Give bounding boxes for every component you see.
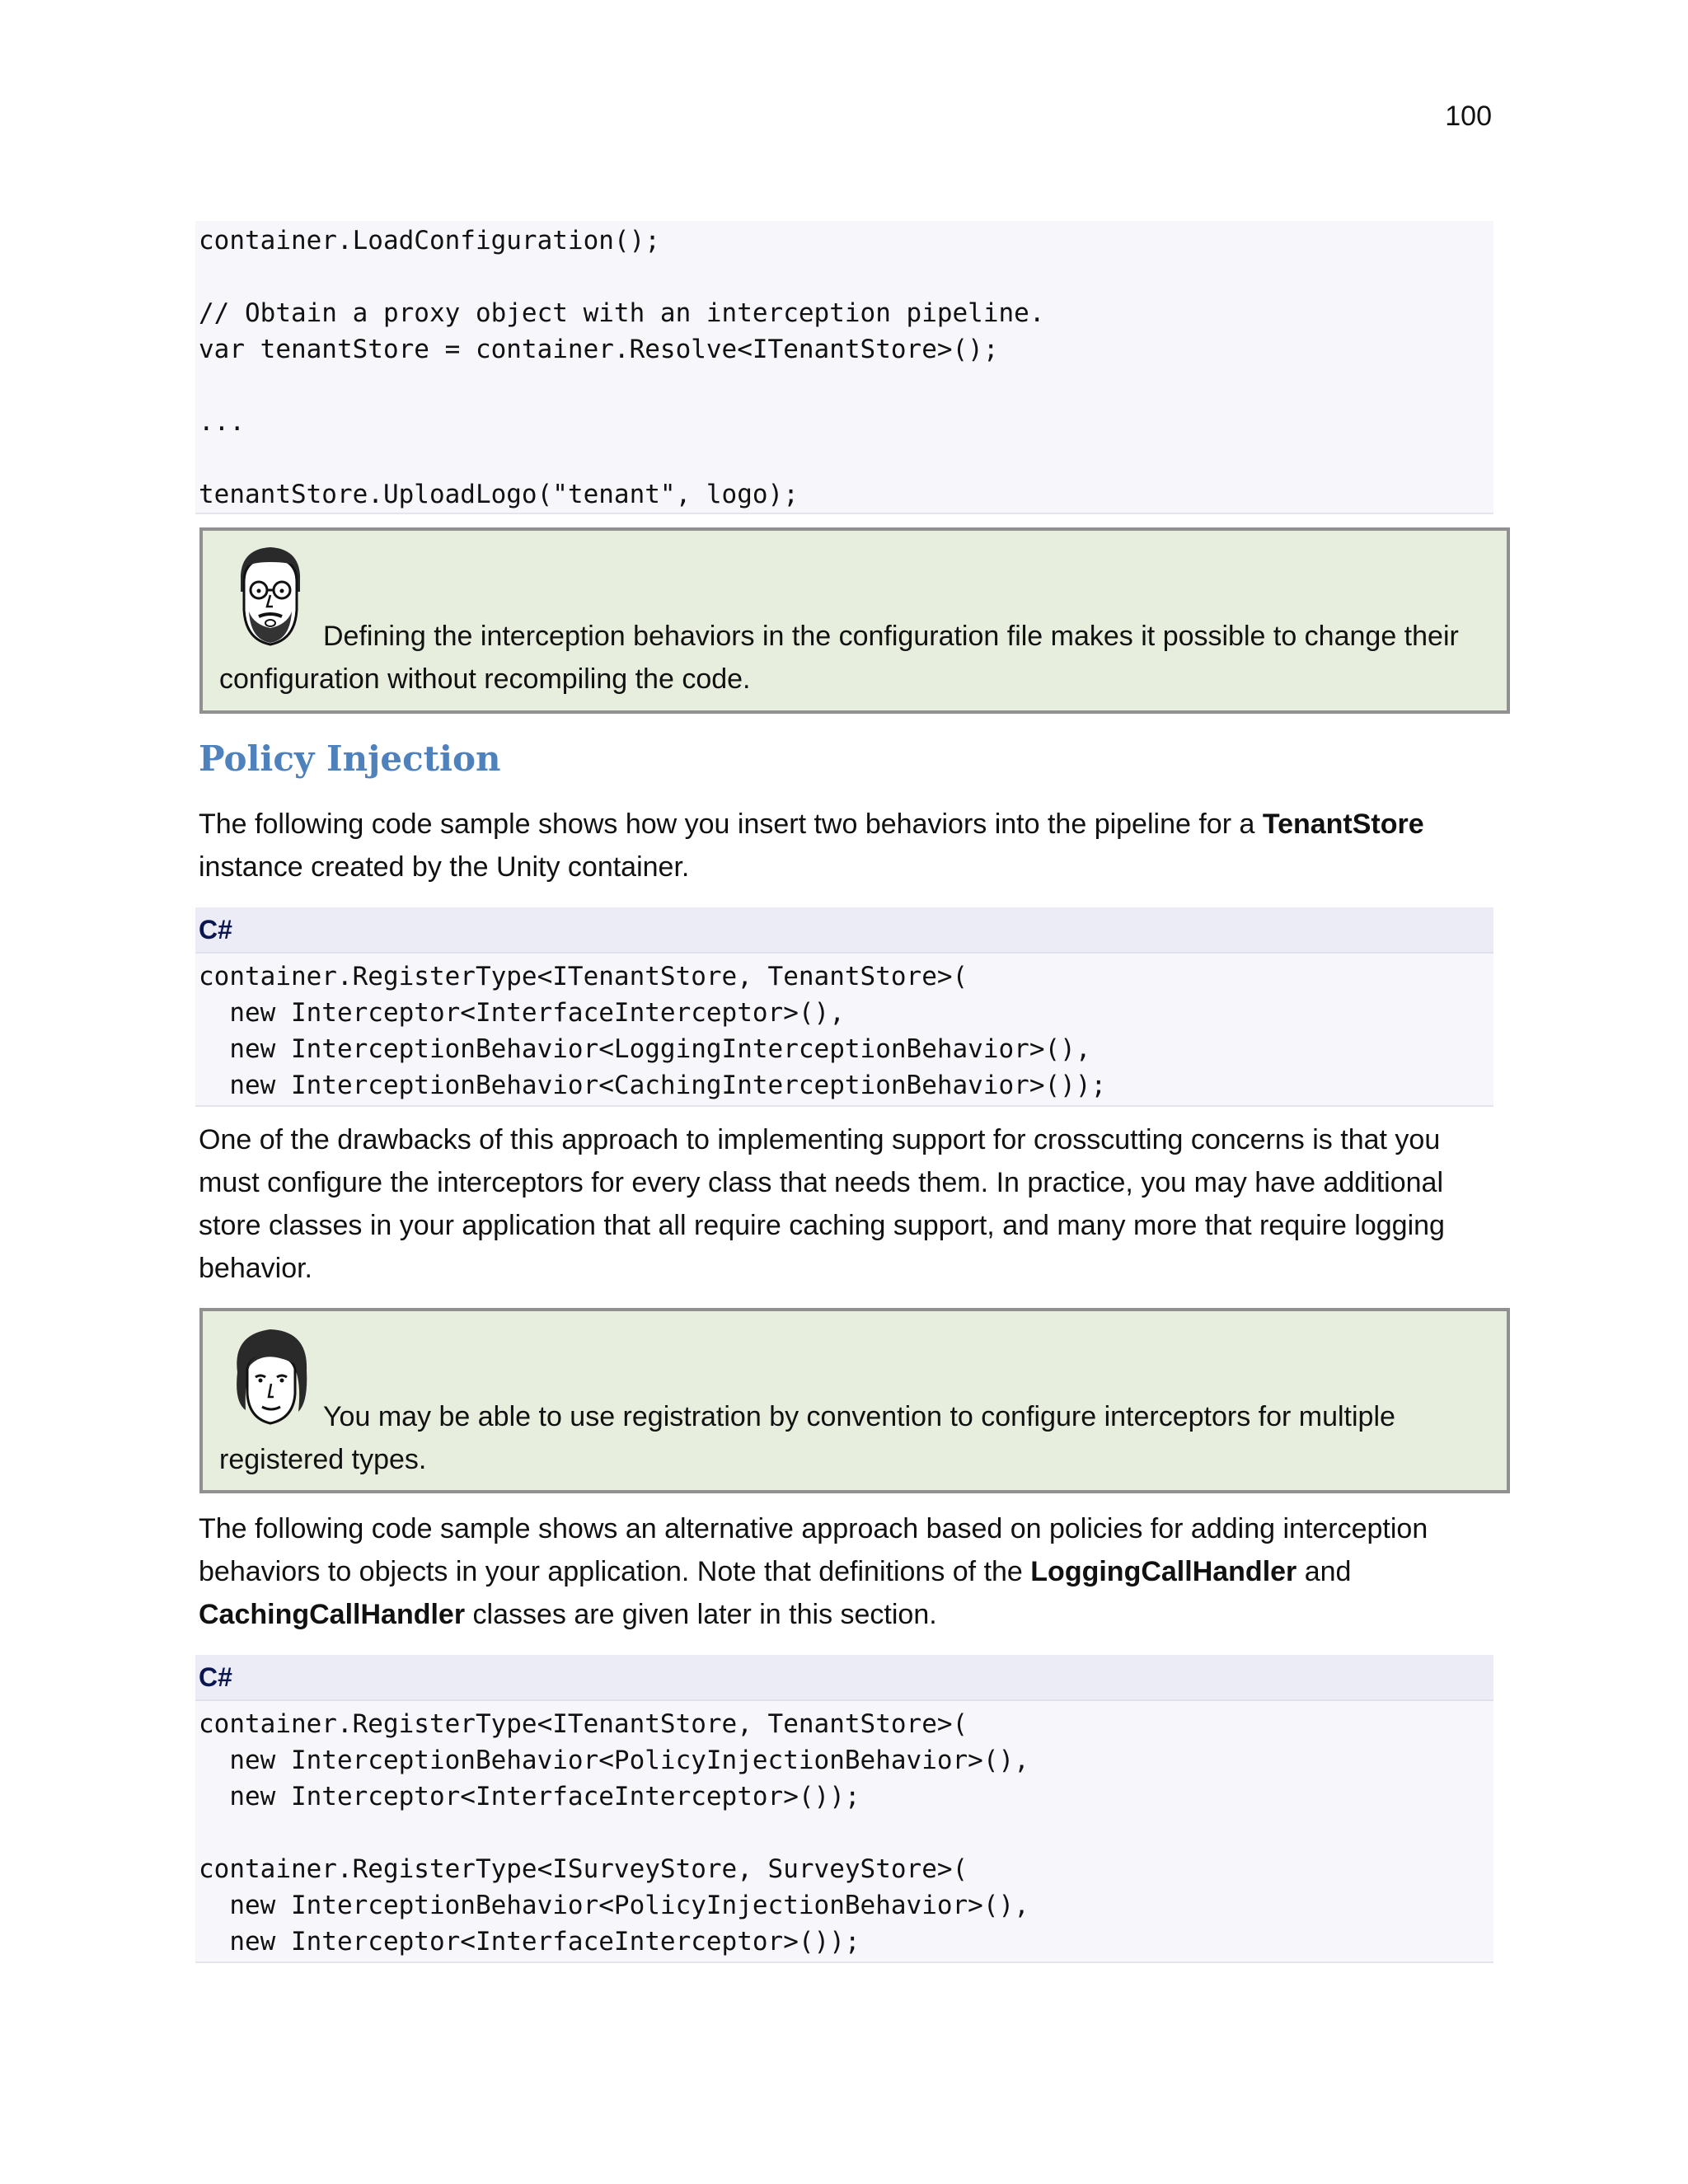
section-heading: Policy Injection	[199, 738, 501, 779]
code-block-policy-injection	[195, 1701, 1493, 1963]
code-line: tenantStore.UploadLogo("tenant", logo);	[199, 480, 799, 509]
code-line: container.RegisterType<ISurveyStore, SurveyStore>(	[199, 1854, 968, 1884]
code-line: new InterceptionBehavior<PolicyInjectionBehavior>(),	[199, 1891, 1029, 1920]
code-language-header	[195, 1655, 1493, 1701]
code-line: new InterceptionBehavior<PolicyInjectionBehavior>(),	[199, 1746, 1029, 1775]
note-callout-registration-by-convention	[199, 1308, 1510, 1493]
code-line: container.RegisterType<ITenantStore, TenantStore>(	[199, 962, 968, 991]
code-line: container.RegisterType<ITenantStore, TenantStore>(	[199, 1709, 968, 1739]
language-label: C#	[199, 914, 232, 944]
code-line: new Interceptor<InterfaceInterceptor>(),	[199, 998, 845, 1028]
code-line: ...	[199, 407, 245, 437]
paragraph-text: The following code sample shows how you insert two behaviors into the pipeline for a	[199, 808, 1263, 840]
code-language-header	[195, 907, 1493, 954]
code-line	[195, 259, 1493, 295]
note-text: You may be able to use registration by convention to configure interceptors for multiple registered types.	[219, 1401, 1395, 1475]
paragraph-intro	[199, 803, 1501, 888]
code-block-register-interceptors	[195, 954, 1493, 1107]
class-name-cachingcallhandler: CachingCallHandler	[199, 1599, 466, 1630]
code-line	[195, 1815, 1493, 1851]
language-label: C#	[199, 1661, 232, 1692]
class-name-loggingcallhandler: LoggingCallHandler	[1030, 1556, 1297, 1587]
paragraph-policy-approach	[199, 1507, 1501, 1636]
code-line: new InterceptionBehavior<CachingInterceptionBehavior>());	[199, 1071, 1107, 1100]
code-block-load-configuration	[195, 221, 1493, 514]
page-number: 100	[1445, 101, 1492, 132]
paragraph-text: The following code sample shows an alternative approach based on policies for adding interception behaviors to objects in your application. Note that definitions of the	[199, 1513, 1428, 1587]
paragraph-text: classes are given later in this section.	[465, 1599, 937, 1630]
code-line	[195, 368, 1493, 404]
code-line	[195, 440, 1493, 476]
paragraph-text: instance created by the Unity container.	[199, 851, 690, 883]
code-line: var tenantStore = container.Resolve<ITenantStore>();	[199, 335, 999, 364]
code-line: new InterceptionBehavior<LoggingInterceptionBehavior>(),	[199, 1034, 1091, 1064]
code-line: container.LoadConfiguration();	[199, 226, 660, 255]
paragraph-drawbacks: One of the drawbacks of this approach to implementing support for crosscutting concerns is that you must configure the interceptors for every class that needs them. In practice, you may have additional store classes in your application that all require caching support, and many more that require logging behavior.	[199, 1124, 1445, 1284]
note-callout-configuration	[199, 527, 1510, 714]
class-name-tenantstore: TenantStore	[1262, 808, 1424, 840]
code-line: new Interceptor<InterfaceInterceptor>());	[199, 1782, 860, 1811]
note-text: Defining the interception behaviors in the configuration file makes it possible to change their configuration without recompiling the code.	[219, 621, 1459, 695]
paragraph-text: and	[1296, 1556, 1352, 1587]
code-line: new Interceptor<InterfaceInterceptor>());	[199, 1927, 860, 1957]
code-line: // Obtain a proxy object with an interception pipeline.	[199, 298, 1045, 328]
